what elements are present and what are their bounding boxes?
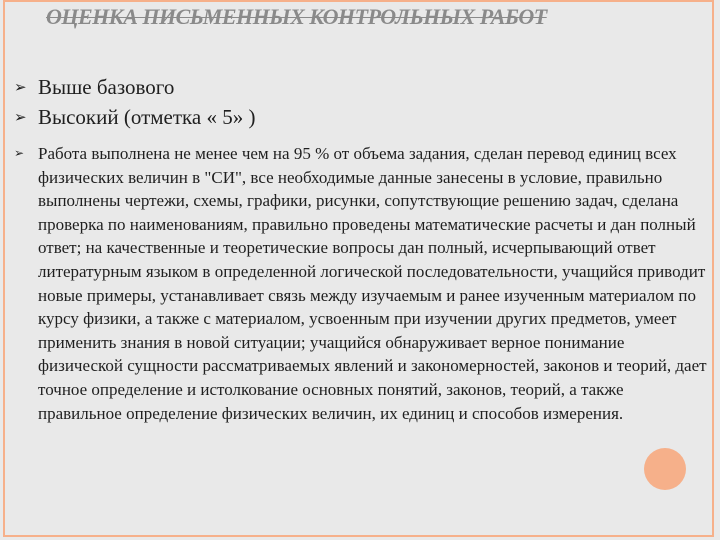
bullet-list <box>14 72 707 425</box>
decorative-circle <box>644 448 686 490</box>
bullet-text: Высокий (отметка « 5» ) <box>38 105 256 129</box>
bullet-text: Выше базового <box>38 75 175 99</box>
bullet-item-above-basic <box>14 72 694 102</box>
bullet-item-high-grade <box>14 102 694 132</box>
arrow-bullet-icon: ➢ <box>14 78 27 96</box>
bullet-item-criteria <box>14 142 708 425</box>
arrow-bullet-icon: ➢ <box>14 108 27 126</box>
arrow-bullet-icon: ➢ <box>14 146 25 160</box>
slide-title: ОЦЕНКА ПИСЬМЕННЫХ КОНТРОЛЬНЫХ РАБОТ <box>46 4 547 29</box>
bullet-text: Работа выполнена не менее чем на 95 % от объема задания, сделан перевод единиц всех физических величин в "СИ", все необходимые данные занесены в условие, правильно выполнены чертежи, схемы, графики, рисунки, сопутствующие решению задач, сделана проверка по наименованиям, правильно проведены математические расчеты и дан полный ответ; на качественные и теоретические вопросы дан полный, исчерпывающий ответ литературным языком в определенной логической последовательности, учащийся приводит новые примеры, устанавливает связь между изучаемым и ранее изученным материалом по курсу физики, а также с материалом, усвоенным при изучении других предметов, умеет применить знания в новой ситуации; учащийся обнаруживает верное понимание физической сущности рассматриваемых явлений и закономерностей, законов и теорий, дает точное определение и истолкование основных понятий, законов, теорий, а также правильное определение физических величин, их единиц и способов измерения. <box>38 144 707 423</box>
